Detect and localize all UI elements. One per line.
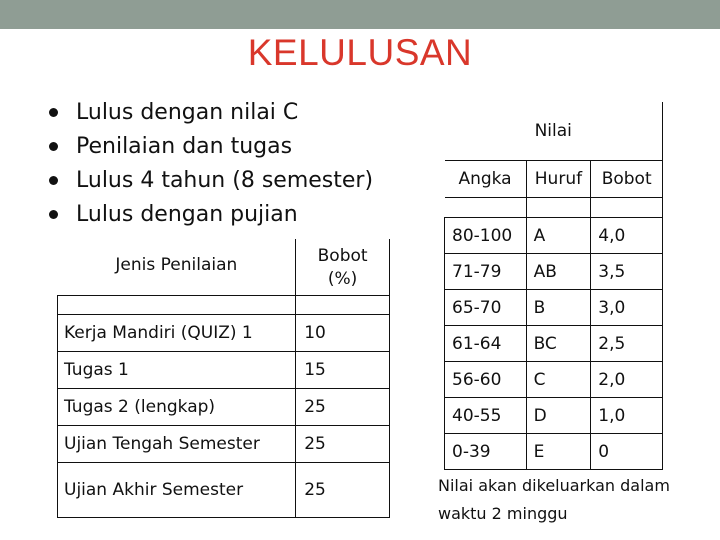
bullet-list [46, 96, 373, 232]
assessment-name: Tugas 1 [58, 352, 296, 389]
assessment-name: Kerja Mandiri (QUIZ) 1 [58, 315, 296, 352]
spacer-cell [526, 198, 591, 218]
assessment-table-spacer [58, 296, 390, 315]
grade-huruf: B [526, 290, 591, 326]
assessment-table [57, 239, 390, 518]
grade-bobot: 1,0 [591, 398, 663, 434]
grade-bobot: 4,0 [591, 218, 663, 254]
table-row [445, 434, 663, 470]
bullet-item: Penilaian dan tugas [46, 130, 373, 164]
table-row [58, 426, 390, 463]
grade-huruf: A [526, 218, 591, 254]
grade-bobot: 3,5 [591, 254, 663, 290]
table-row [445, 218, 663, 254]
release-note-line: Nilai akan dikeluarkan dalam [438, 476, 670, 495]
header-nilai: Nilai [445, 102, 663, 161]
grade-table [444, 102, 663, 470]
grade-angka: 61-64 [445, 326, 527, 362]
header-bobot-unit: (%) [327, 269, 358, 289]
header-jenis-penilaian: Jenis Penilaian [58, 239, 296, 296]
header-angka: Angka [445, 161, 527, 198]
header-bobot-label: Bobot [317, 246, 368, 266]
assessment-weight: 15 [296, 352, 390, 389]
grade-bobot: 2,0 [591, 362, 663, 398]
table-row [445, 362, 663, 398]
spacer-cell [591, 198, 663, 218]
table-row [58, 389, 390, 426]
bullet-item: Lulus dengan nilai C [46, 96, 373, 130]
top-bar [0, 0, 720, 29]
header-huruf: Huruf [526, 161, 591, 198]
spacer-cell [58, 296, 296, 315]
table-row [58, 463, 390, 518]
spacer-cell [445, 198, 527, 218]
assessment-name: Ujian Tengah Semester [58, 426, 296, 463]
grade-bobot: 2,5 [591, 326, 663, 362]
grade-angka: 0-39 [445, 434, 527, 470]
grade-angka: 56-60 [445, 362, 527, 398]
assessment-weight: 25 [296, 463, 390, 518]
grade-huruf: E [526, 434, 591, 470]
grade-angka: 80-100 [445, 218, 527, 254]
grade-huruf: D [526, 398, 591, 434]
grade-table-subheader [445, 161, 663, 198]
grade-huruf: BC [526, 326, 591, 362]
assessment-table-header [58, 239, 390, 296]
assessment-weight: 25 [296, 389, 390, 426]
grade-table-header [445, 102, 663, 161]
slide-title: KELULUSAN [247, 32, 473, 73]
grade-table-spacer [445, 198, 663, 218]
grade-angka: 65-70 [445, 290, 527, 326]
grade-bobot: 0 [591, 434, 663, 470]
grade-bobot: 3,0 [591, 290, 663, 326]
release-note [438, 472, 670, 528]
grade-huruf: C [526, 362, 591, 398]
header-bobot-grade: Bobot [591, 161, 663, 198]
assessment-weight: 10 [296, 315, 390, 352]
table-row [58, 315, 390, 352]
spacer-cell [296, 296, 390, 315]
table-row [445, 290, 663, 326]
table-row [445, 398, 663, 434]
bullet-item: Lulus dengan pujian [46, 198, 373, 232]
release-note-line: waktu 2 minggu [438, 504, 568, 523]
grade-huruf: AB [526, 254, 591, 290]
bullet-item: Lulus 4 tahun (8 semester) [46, 164, 373, 198]
grade-angka: 40-55 [445, 398, 527, 434]
table-row [445, 326, 663, 362]
grade-angka: 71-79 [445, 254, 527, 290]
header-bobot [296, 239, 390, 296]
table-row [445, 254, 663, 290]
assessment-name: Ujian Akhir Semester [58, 463, 296, 518]
assessment-name: Tugas 2 (lengkap) [58, 389, 296, 426]
assessment-weight: 25 [296, 426, 390, 463]
table-row [58, 352, 390, 389]
